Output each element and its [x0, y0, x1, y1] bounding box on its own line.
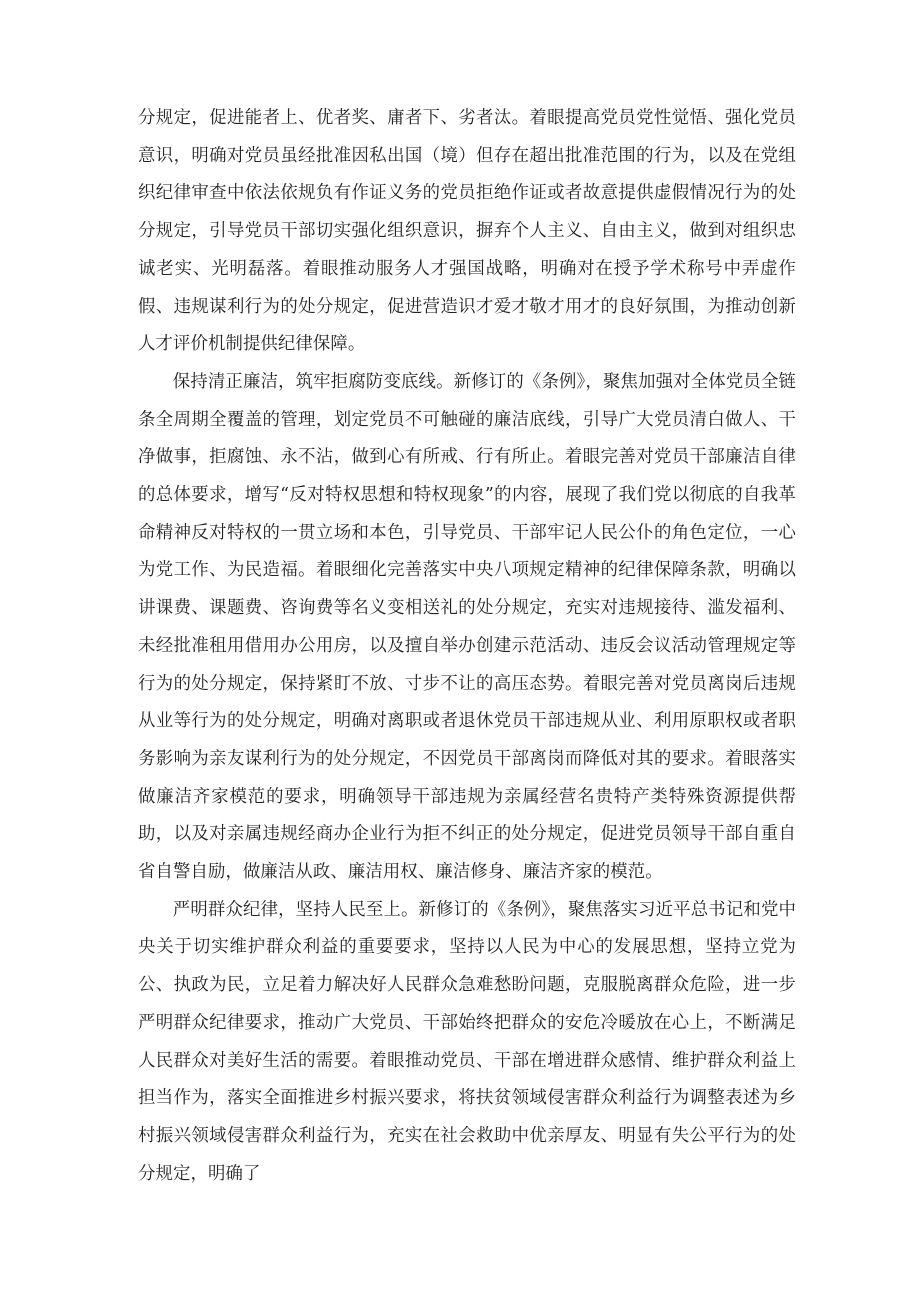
document-page [138, 100, 796, 1193]
paragraph-party-organization: 分规定，促进能者上、优者奖、庸者下、劣者汰。着眼提高党员党性觉悟、强化党员意识，明确对党员虽经批准因私出国（境）但存在超出批准范围的行为，以及在党组织纪律审查中依法依规负有作证义务的党员拒绝作证或者故意提供虚假情况行为的处分规定，引导党员干部切实强化组织意识，摒弃个人主义、自由主义，做到对组织忠诚老实、光明磊落。着眼推动服务人才强国战略，明确对在授予学术称号中弄虚作假、违规谋利行为的处分规定，促进营造识才爱才敬才用才的良好氛围，为推动创新人才评价机制提供纪律保障。 [138, 108, 796, 355]
paragraph-mass-discipline: 严明群众纪律，坚持人民至上。新修订的《条例》，聚焦落实习近平总书记和党中央关于切实维护群众利益的重要要求，坚持以人民为中心的发展思想，坚持立党为公、执政为民，立足着力解决好人民群众急难愁盼问题，克服脱离群众危险，进一步严明群众纪律要求，推动广大党员、干部始终把群众的安危冷暖放在心上，不断满足人民群众对美好生活的需要。着眼推动党员、干部在增进群众感情、维护群众利益上担当作为，落实全面推进乡村振兴要求，将扶贫领域侵害群众利益行为调整表述为乡村振兴领域侵害群众利益行为，充实在社会救助中优亲厚友、明显有失公平行为的处分规定，明确了 [138, 899, 796, 1184]
paragraph-integrity: 保持清正廉洁，筑牢拒腐防变底线。新修订的《条例》，聚焦加强对全体党员全链条全周期全覆盖的管理，划定党员不可触碰的廉洁底线，引导广大党员清白做人、干净做事，拒腐蚀、永不沾，做到心有所戒、行有所止。着眼完善对党员干部廉洁自律的总体要求，增写“反对特权思想和特权现象”的内容，展现了我们党以彻底的自我革命精神反对特权的一贯立场和本色，引导党员、干部牢记人民公仆的角色定位，一心为党工作、为民造福。着眼细化完善落实中央八项规定精神的纪律保障条款，明确以讲课费、课题费、咨询费等名义变相送礼的处分规定，充实对违规接待、滥发福利、未经批准租用借用办公用房，以及擅自举办创建示范活动、违反会议活动管理规定等行为的处分规定，保持紧盯不放、寸步不让的高压态势。着眼完善对党员离岗后违规从业等行为的处分规定，明确对离职或者退休党员干部违规从业、利用原职权或者职务影响为亲友谋利行为的处分规定，不因党员干部离岗而降低对其的要求。着眼落实做廉洁齐家模范的要求，明确领导干部违规为亲属经营名贵特产类特殊资源提供帮助，以及对亲属违规经商办企业行为拒不纠正的处分规定，促进党员领导干部自重自省自警自励，做廉洁从政、廉洁用权、廉洁修身、廉洁齐家的模范。 [138, 371, 796, 883]
